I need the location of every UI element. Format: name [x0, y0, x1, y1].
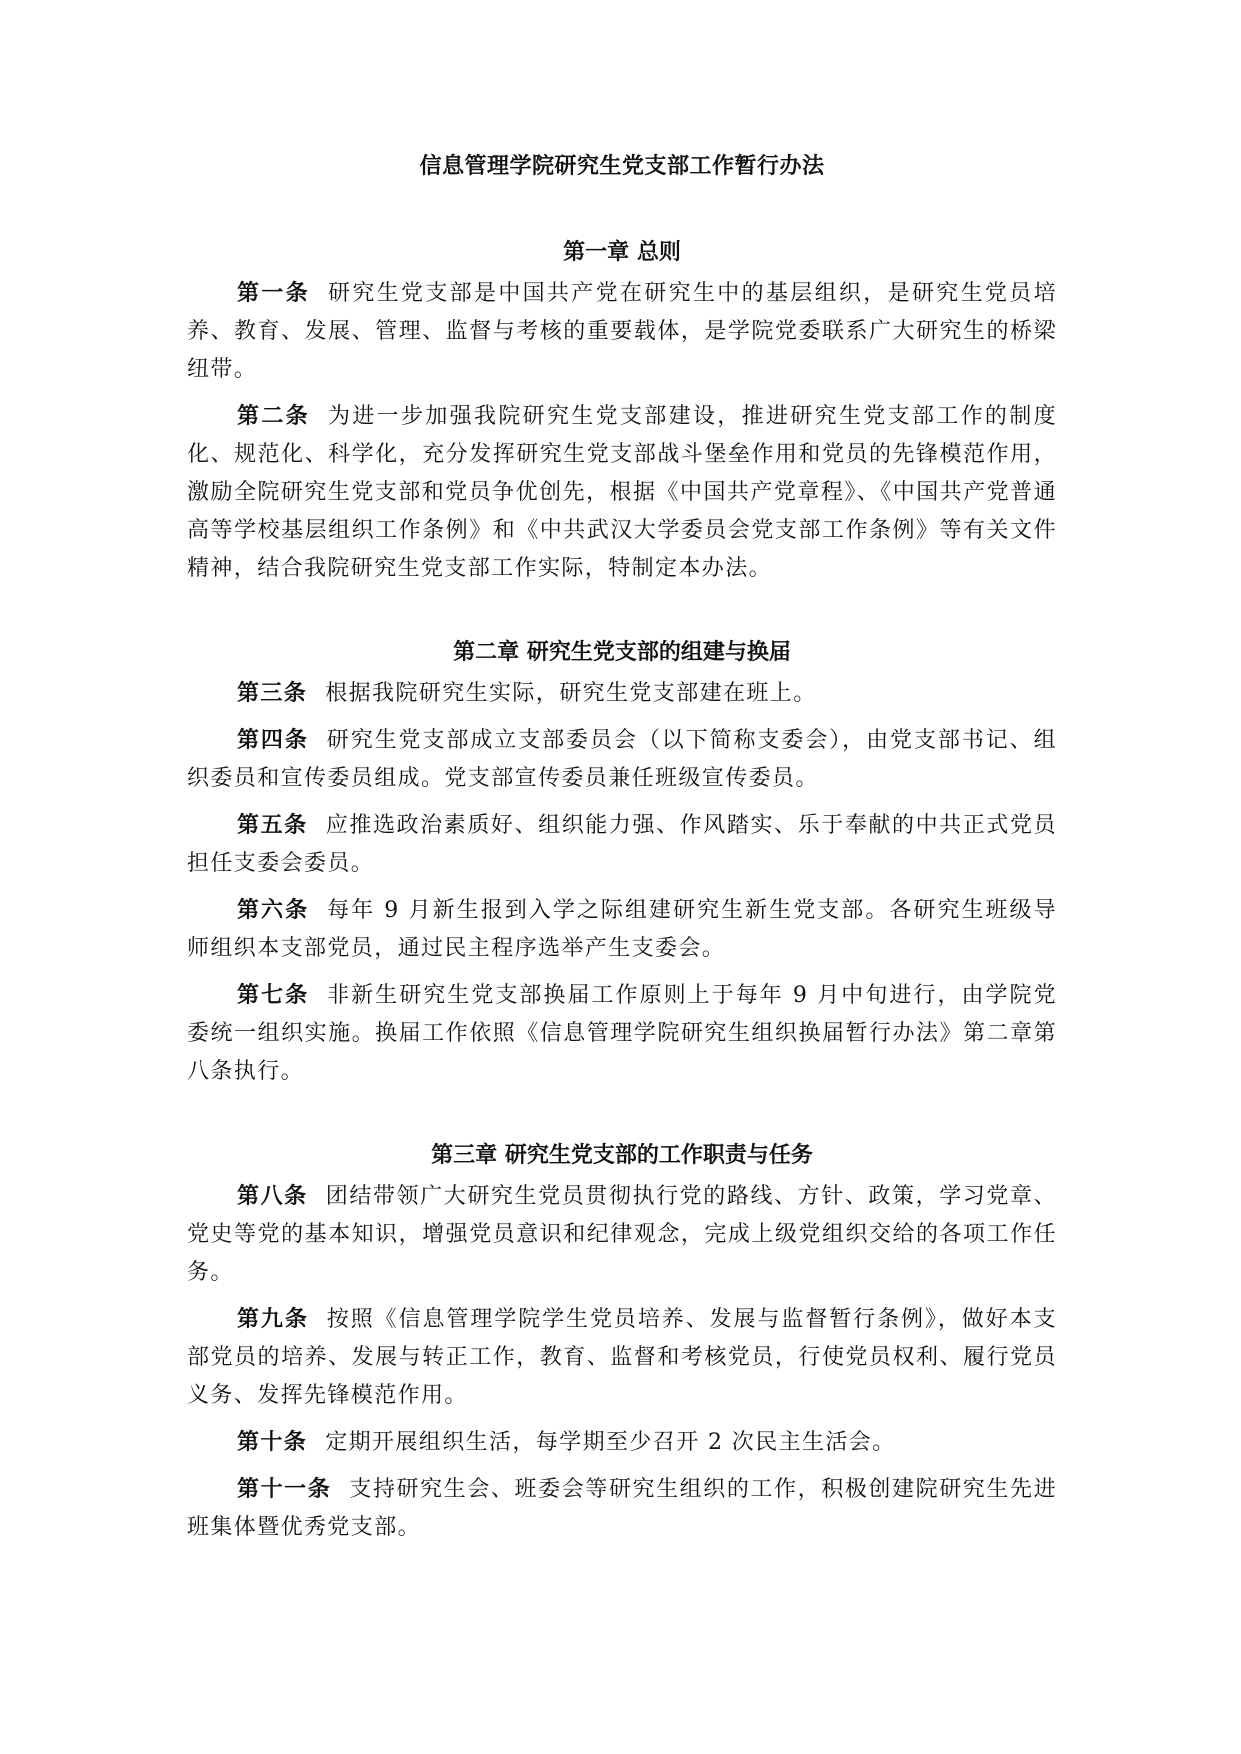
- article-number: 第五条: [237, 812, 308, 838]
- article-11: [187, 1470, 1057, 1547]
- article-text: 非新生研究生党支部换届工作原则上于每年 9 月中旬进行，由学院党委统一组织实施。换届工作依照《信息管理学院研究生组织换届暂行办法》第二章第八条执行。: [187, 983, 1057, 1084]
- article-2: [187, 397, 1057, 588]
- article-number: 第十条: [237, 1429, 308, 1455]
- article-1: [187, 274, 1057, 389]
- article-7: [187, 976, 1057, 1091]
- chapter-title: 第二章 研究生党支部的组建与换届: [453, 639, 791, 665]
- article-number: 第三条: [237, 680, 308, 706]
- article-number: 第二条: [237, 403, 310, 429]
- article-text: 应推选政治素质好、组织能力强、作风踏实、乐于奉献的中共正式党员担任支委会委员。: [187, 813, 1057, 876]
- article-text: 为进一步加强我院研究生党支部建设，推进研究生党支部工作的制度化、规范化、科学化，充分发挥研究生党支部战斗堡垒作用和党员的先锋模范作用，激励全院研究生党支部和党员争优创先，根据《中国共产党章程》、《中国共产党普通高等学校基层组织工作条例》和《中共武汉大学委员会党支部工作条例》等有关文件精神，结合我院研究生党支部工作实际，特制定本办法。: [187, 404, 1057, 581]
- article-8: [187, 1177, 1057, 1292]
- chapter-title: 第三章 研究生党支部的工作职责与任务: [431, 1142, 813, 1168]
- article-number: 第九条: [237, 1306, 309, 1332]
- article-number: 第六条: [237, 897, 310, 923]
- chapter-title: 第一章 总则: [563, 239, 681, 265]
- article-text: 研究生党支部成立支部委员会（以下简称支委会），由党支部书记、组织委员和宣传委员组成。党支部宣传委员兼任班级宣传委员。: [187, 728, 1057, 791]
- article-6: [187, 891, 1057, 968]
- chapter-3: [187, 1139, 1057, 1547]
- article-text: 研究生党支部是中国共产党在研究生中的基层组织，是研究生党员培养、教育、发展、管理、监督与考核的重要载体，是学院党委联系广大研究生的桥梁纽带。: [187, 281, 1057, 382]
- article-number: 第八条: [237, 1183, 308, 1209]
- article-10: [187, 1423, 1057, 1462]
- article-text: 每年 9 月新生报到入学之际组建研究生新生党支部。各研究生班级导师组织本支部党员，通过民主程序选举产生支委会。: [187, 898, 1057, 961]
- chapter-2: [187, 636, 1057, 1091]
- article-text: 支持研究生会、班委会等研究生组织的工作，积极创建院研究生先进班集体暨优秀党支部。: [187, 1477, 1057, 1540]
- article-5: [187, 806, 1057, 883]
- article-number: 第四条: [237, 727, 309, 753]
- article-9: [187, 1300, 1057, 1415]
- chapter-1: [187, 236, 1057, 588]
- article-number: 第一条: [237, 280, 310, 306]
- document-page: [187, 150, 1057, 1547]
- article-text: 按照《信息管理学院学生党员培养、发展与监督暂行条例》，做好本支部党员的培养、发展与转正工作，教育、监督和考核党员，行使党员权利、履行党员义务、发挥先锋模范作用。: [187, 1307, 1057, 1408]
- article-number: 第七条: [237, 982, 310, 1008]
- article-text: 根据我院研究生实际，研究生党支部建在班上。: [325, 681, 817, 706]
- article-text: 定期开展组织生活，每学期至少召开 2 次民主生活会。: [325, 1430, 896, 1455]
- article-3: [187, 674, 1057, 713]
- document-title: 信息管理学院研究生党支部工作暂行办法: [419, 153, 825, 179]
- article-number: 第十一条: [237, 1476, 332, 1502]
- article-text: 团结带领广大研究生党员贯彻执行党的路线、方针、政策，学习党章、党史等党的基本知识，增强党员意识和纪律观念，完成上级党组织交给的各项工作任务。: [187, 1184, 1057, 1285]
- article-4: [187, 721, 1057, 798]
